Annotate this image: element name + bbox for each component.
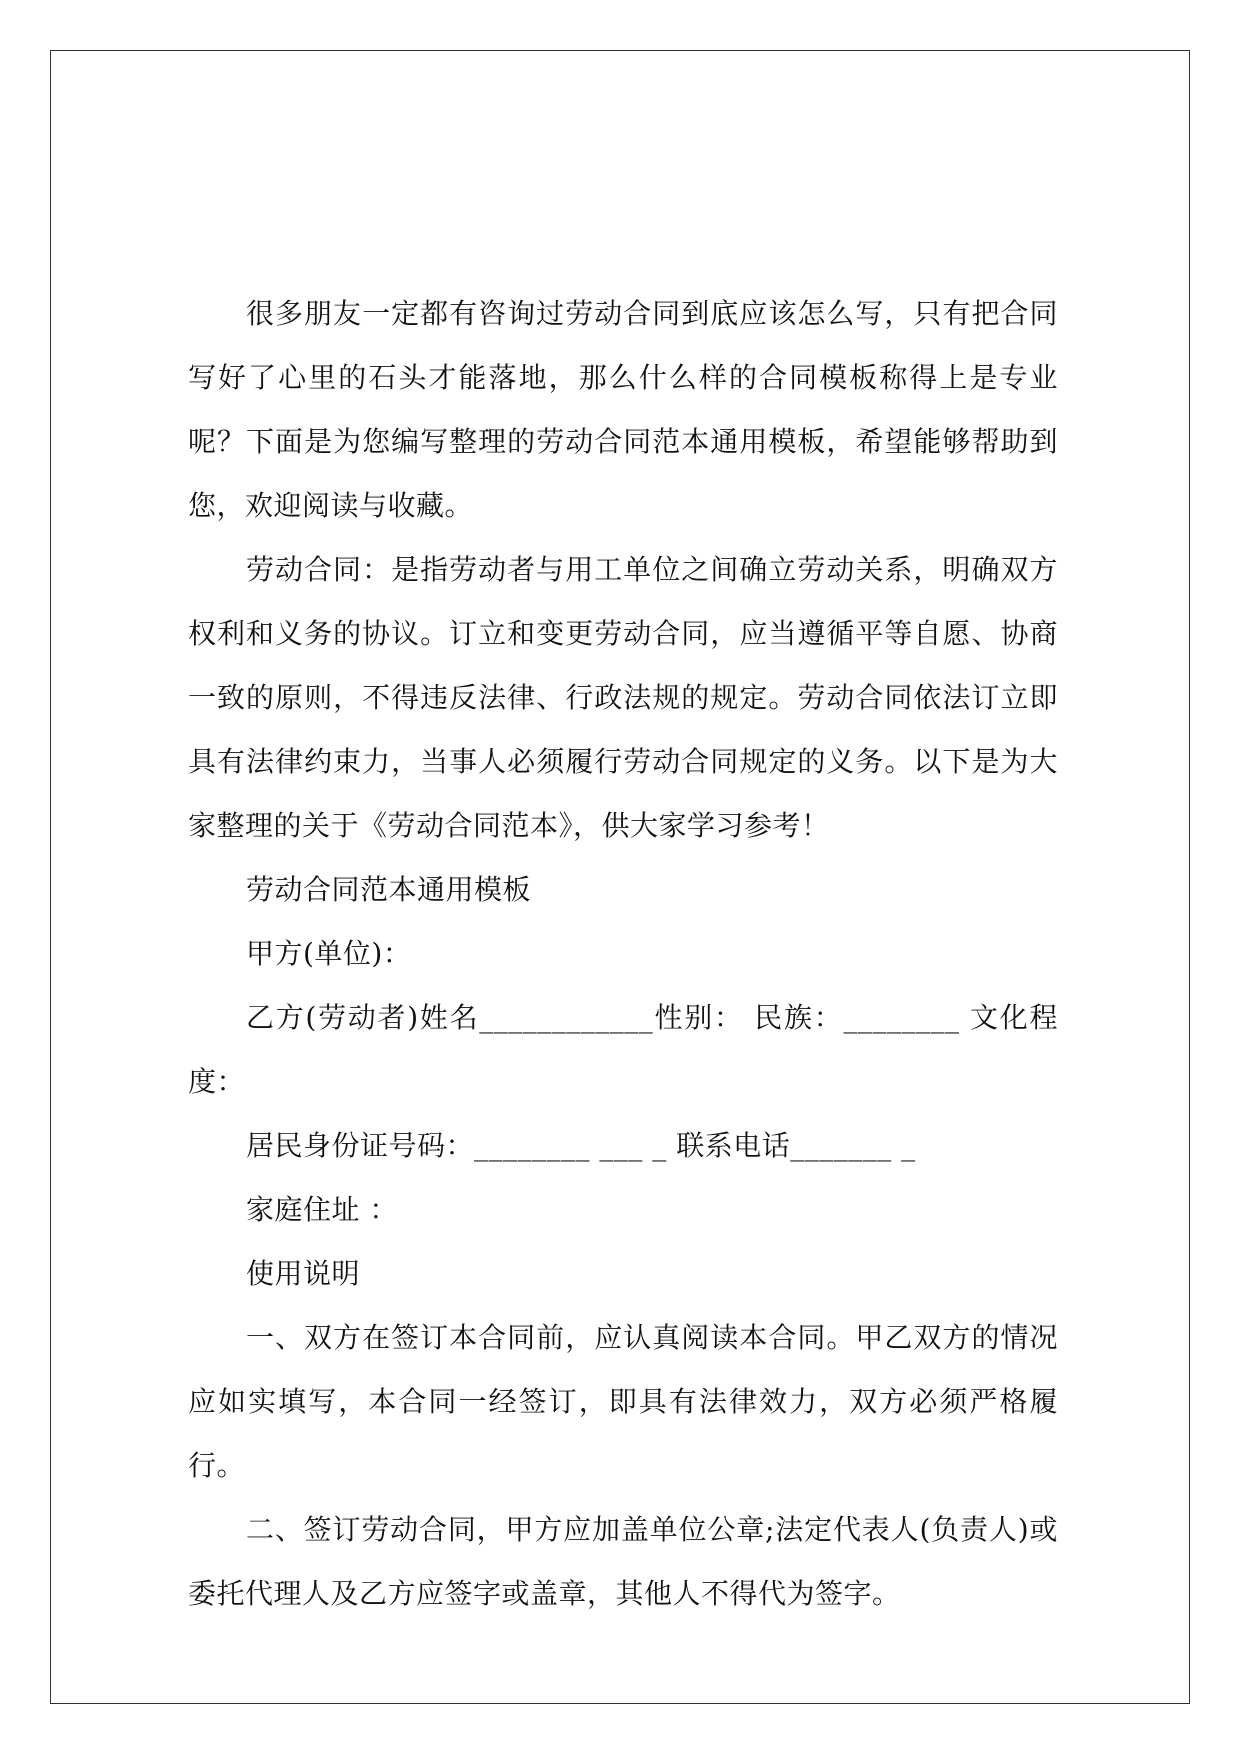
address-line: 家庭住址 ： — [246, 1193, 398, 1226]
usage-heading: 使用说明 — [246, 1257, 361, 1290]
document-body — [188, 282, 1058, 1626]
party-a-line: 甲方(单位)： — [246, 937, 412, 970]
party-b-line: 乙方(劳动者)姓名____________性别： 民族：________ 文化程度： — [188, 1001, 1058, 1098]
contract-title: 劳动合同范本通用模板 — [246, 873, 532, 906]
usage-item-2: 二、签订劳动合同，甲方应加盖单位公章;法定代表人(负责人)或委托代理人及乙方应签字或盖章，其他人不得代为签字。 — [188, 1513, 1058, 1610]
definition-paragraph: 劳动合同：是指劳动者与用工单位之间确立劳动关系，明确双方权利和义务的协议。订立和变更劳动合同，应当遵循平等自愿、协商一致的原则，不得违反法律、行政法规的规定。劳动合同依法订立即具有法律约束力，当事人必须履行劳动合同规定的义务。以下是为大家整理的关于《劳动合同范本》，供大家学习参考！ — [188, 553, 1058, 842]
intro-paragraph: 很多朋友一定都有咨询过劳动合同到底应该怎么写，只有把合同写好了心里的石头才能落地，那么什么样的合同模板称得上是专业呢？下面是为您编写整理的劳动合同范本通用模板，希望能够帮助到您，欢迎阅读与收藏。 — [188, 297, 1058, 522]
id-phone-line: 居民身份证号码：________ ___ _ 联系电话_______ _ — [246, 1129, 916, 1162]
usage-item-1: 一、双方在签订本合同前，应认真阅读本合同。甲乙双方的情况应如实填写，本合同一经签订，即具有法律效力，双方必须严格履行。 — [188, 1321, 1058, 1482]
